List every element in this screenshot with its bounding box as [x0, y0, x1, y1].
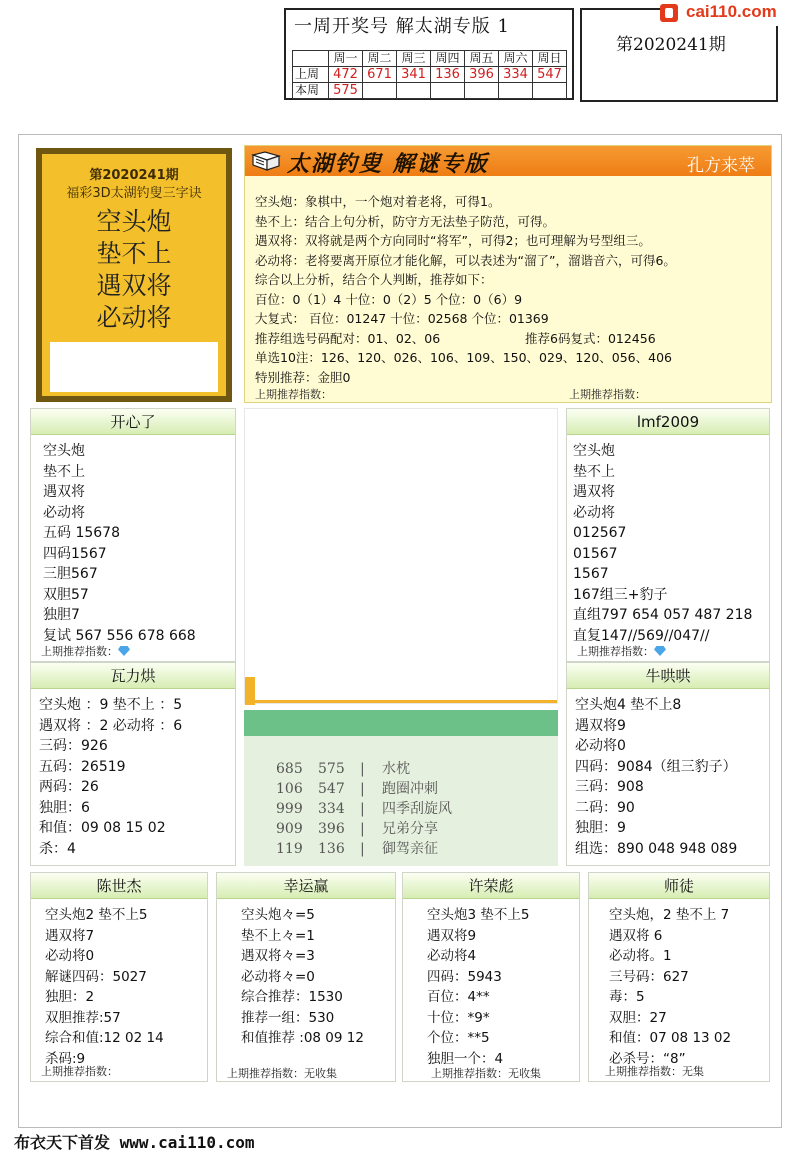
history-row: 685 575 | 水枕: [276, 761, 410, 777]
content-line: 双胆57: [43, 586, 89, 603]
history-header-band: [244, 710, 558, 736]
content-line: 必动将: [573, 504, 615, 521]
content-line: 遇双将9: [427, 927, 477, 944]
content-line: 和值：09 08 15 02: [39, 820, 166, 836]
puzzle-line: 垫不上：结合上句分析，防守方无法垫子防范，可得。: [255, 213, 556, 229]
expert-name: 许荣彪: [403, 873, 579, 899]
puzzle-header: [245, 146, 771, 176]
content-line: 独胆：6: [39, 799, 90, 816]
puzzle-line: 遇双将：双将就是两个方向同时“将军”，可得2；也可理解为号型组三。: [255, 233, 651, 248]
diamond-icon: [654, 646, 666, 656]
content-line: 杀：4: [39, 840, 76, 857]
content-line: 推荐一组：530: [241, 1009, 335, 1026]
puzzle-line: 百位：0（1）4 十位：0（2）5 个位：0（6）9: [255, 291, 523, 307]
content-line: 双胆推荐:57: [45, 1009, 121, 1026]
content-line: 解谜四码：5027: [45, 968, 147, 985]
last-week-row: [293, 67, 567, 83]
content-line: 复试 567 556 678 668: [43, 627, 196, 644]
content-line: 个位：**5: [427, 1030, 490, 1046]
content-line: 遇双将7: [45, 927, 95, 944]
expert-content: [589, 899, 769, 1069]
draw-number: [397, 83, 431, 99]
verse-line: 必动将: [96, 303, 172, 332]
expert-content: [31, 899, 207, 1069]
puzzle-title: 太湖钓叟 解谜专版: [287, 151, 489, 177]
expert-content: [31, 689, 235, 859]
content-line: 必动将々=0: [241, 968, 315, 985]
pair-left: 推荐组选号码配对：01、02、06: [255, 330, 441, 346]
brand-logo-icon: [660, 4, 678, 22]
draw-number: 136: [431, 67, 465, 83]
poster-verse: [42, 206, 226, 334]
expert-box-niuhonghong: [566, 662, 770, 866]
content-line: 必动将4: [427, 948, 477, 964]
verse-line: 遇双将: [96, 271, 172, 300]
puzzle-line: 大复式： 百位：01247 十位：02568 个位：01369: [255, 311, 549, 326]
content-line: 遇双将: [43, 484, 85, 500]
content-line: 1567: [573, 566, 609, 582]
draw-number: [363, 83, 397, 99]
content-line: 组选：890 048 948 089: [575, 840, 738, 857]
content-line: 杀码:9: [45, 1050, 86, 1067]
history-row: 119 136 | 御驾亲征: [276, 841, 438, 857]
weekday-cell: 周四: [431, 51, 465, 67]
content-line: 四码1567: [43, 545, 107, 562]
weekly-draw-title: 一周开奖号 解太湖专版 1: [294, 16, 510, 37]
history-row: 909 396 | 兄弟分享: [276, 821, 438, 837]
content-line: 012567: [573, 525, 627, 541]
content-line: 必杀号：“8”: [609, 1050, 686, 1067]
expert-box-walihong: [30, 662, 236, 866]
content-line: 空头炮，2 垫不上 7: [609, 907, 730, 923]
content-line: 五码 15678: [43, 525, 120, 541]
verse-line: 垫不上: [96, 239, 172, 268]
content-line: 两码：26: [39, 779, 99, 795]
center-blank-panel: [244, 408, 558, 704]
puzzle-line: 综合以上分析，结合个人判断，推荐如下：: [255, 272, 493, 287]
weekday-cell: 周五: [465, 51, 499, 67]
expert-name: 开心了: [31, 409, 235, 435]
content-line: 独胆：2: [45, 989, 95, 1005]
expert-box-kaixinle: [30, 408, 236, 662]
content-line: 必动将0: [45, 948, 95, 964]
expert-index: [41, 643, 130, 659]
content-line: 空头炮: [43, 443, 85, 459]
this-week-row: [293, 83, 567, 99]
expert-name: 师徒: [589, 873, 769, 899]
history-row: 999 334 | 四季刮旋风: [276, 801, 452, 817]
expert-index: 上期推荐指数：无收集: [431, 1067, 541, 1080]
expert-index: 上期推荐指数：无收集: [227, 1067, 337, 1080]
content-line: 01567: [573, 545, 618, 562]
content-line: 必动将: [43, 504, 85, 521]
content-line: 独胆一个：4: [427, 1050, 504, 1067]
puzzle-line: 单选10注：126、120、026、106、109、150、029、120、056、406: [255, 350, 672, 365]
weekday-cell: 周二: [363, 51, 397, 67]
index-label: 上期推荐指数：: [41, 645, 118, 658]
content-line: 空头炮4 垫不上8: [575, 697, 682, 713]
draw-number: 575: [329, 83, 363, 99]
row-label: 上周: [293, 67, 329, 83]
brand-logo[interactable]: [660, 0, 800, 26]
verse-line: 空头炮: [96, 207, 172, 236]
content-line: 遇双将 6: [609, 927, 663, 944]
poster-subtitle: 福彩3D太湖钓叟三字诀: [66, 186, 202, 201]
expert-content: [217, 899, 395, 1049]
expert-name: 幸运赢: [217, 873, 395, 899]
weekday-cell: 周日: [533, 51, 567, 67]
expert-box-shitu: [588, 872, 770, 1082]
poster-blank-area: [50, 342, 218, 392]
draw-number: 547: [533, 67, 567, 83]
content-line: 百位：4**: [427, 989, 490, 1005]
expert-index: [577, 643, 666, 659]
content-line: 垫不上: [573, 463, 615, 480]
footer-credit: 布衣天下首发 www.cai110.com: [14, 1133, 255, 1152]
draw-number: [499, 83, 533, 99]
expert-content: [31, 435, 235, 646]
content-line: 二码：90: [575, 799, 635, 816]
content-line: 遇双将: [573, 484, 615, 500]
expert-name: 牛哄哄: [567, 663, 769, 689]
history-list: [244, 736, 558, 866]
diamond-icon: [118, 646, 130, 656]
content-line: 空头炮 ：9 垫不上 ：5: [39, 697, 183, 713]
content-line: 综合推荐：1530: [241, 989, 343, 1005]
weekday-cell: 周六: [499, 51, 533, 67]
book-icon: [251, 150, 281, 172]
content-line: 空头炮: [573, 443, 615, 459]
content-line: 垫不上々=1: [241, 927, 315, 944]
expert-name: lmf2009: [567, 409, 769, 435]
expert-box-lmf2009: [566, 408, 770, 662]
index-label: 上期推荐指数：: [577, 645, 654, 658]
pair-right: 推荐6码复式：012456: [525, 330, 656, 346]
content-line: 五码：26519: [39, 758, 126, 775]
content-line: 和值推荐 :08 09 12: [241, 1030, 364, 1046]
content-line: 空头炮2 垫不上5: [45, 907, 148, 923]
content-line: 垫不上: [43, 463, 85, 480]
draw-number: 341: [397, 67, 431, 83]
draw-number: 671: [363, 67, 397, 83]
expert-index: 上期推荐指数：: [41, 1065, 118, 1078]
content-line: 167组三+豹子: [573, 586, 668, 603]
draw-number: [533, 83, 567, 99]
expert-index: 上期推荐指数：无集: [605, 1065, 704, 1078]
expert-content: [567, 435, 769, 646]
poster-issue: 第2020241期: [89, 168, 179, 183]
content-line: 十位：*9*: [427, 1009, 490, 1026]
puzzle-text: [255, 192, 775, 387]
expert-box-xurongbiao: [402, 872, 580, 1082]
expert-box-chenshijie: [30, 872, 208, 1082]
history-row: 106 547 | 跑圈冲刺: [276, 781, 438, 797]
expert-content: [403, 899, 579, 1069]
content-line: 遇双将 ：2 必动将 ：6: [39, 717, 183, 734]
expert-content: [567, 689, 769, 859]
content-line: 双胆：27: [609, 1009, 667, 1026]
puzzle-index-left: 上期推荐指数：: [255, 388, 332, 401]
content-line: 四码：9084（组三豹子）: [575, 758, 737, 775]
content-line: 遇双将9: [575, 717, 626, 734]
draw-number: 334: [499, 67, 533, 83]
issue-number: 第2020241期: [616, 35, 726, 55]
puzzle-index-right: 上期推荐指数：: [569, 388, 646, 401]
puzzle-pair-line: [255, 329, 775, 349]
content-line: 毒：5: [609, 989, 645, 1005]
puzzle-line: 特别推荐：金胆0: [255, 369, 351, 385]
content-line: 独胆：9: [575, 820, 626, 836]
weekly-draw-panel: [284, 8, 574, 100]
expert-name: 瓦力烘: [31, 663, 235, 689]
content-line: 空头炮々=5: [241, 907, 315, 923]
draw-number: 396: [465, 67, 499, 83]
expert-name: 陈世杰: [31, 873, 207, 899]
row-label: 本周: [293, 83, 329, 99]
brand-text: cai110.com: [686, 2, 777, 21]
draw-number: [465, 83, 499, 99]
content-line: 三号码：627: [609, 968, 689, 985]
content-line: 和值：07 08 13 02: [609, 1030, 732, 1046]
yellow-bottom-line: [253, 700, 557, 703]
weekday-cell: 周三: [397, 51, 431, 67]
verse-poster: [36, 148, 232, 402]
weekday-header-row: [293, 51, 567, 67]
content-line: 独胆7: [43, 607, 80, 623]
content-line: 三码：926: [39, 738, 108, 754]
content-line: 三码：908: [575, 779, 644, 795]
content-line: 四码：5943: [427, 968, 502, 985]
content-line: 必动将0: [575, 738, 626, 754]
content-line: 直复147//569//047//: [573, 627, 710, 644]
puzzle-line: 空头炮：象棋中，一个炮对着老将，可得1。: [255, 194, 501, 209]
expert-box-xingyunying: [216, 872, 396, 1082]
content-line: 综合和值:12 02 14: [45, 1030, 164, 1046]
puzzle-author: 孔方来萃: [687, 156, 755, 176]
weekly-draw-table: [292, 50, 567, 99]
puzzle-line: 必动将：老将要离开原位才能化解，可以表述为“溜了”，溜谐音六，可得6。: [255, 252, 676, 268]
weekday-cell: 周一: [329, 51, 363, 67]
content-line: 必动将。1: [609, 948, 672, 964]
puzzle-panel: [244, 145, 772, 403]
content-line: 空头炮3 垫不上5: [427, 907, 530, 923]
content-line: 三胆567: [43, 566, 98, 582]
draw-number: 472: [329, 67, 363, 83]
content-line: 直组797 654 057 487 218: [573, 607, 753, 623]
draw-number: [431, 83, 465, 99]
content-line: 遇双将々=3: [241, 948, 315, 964]
